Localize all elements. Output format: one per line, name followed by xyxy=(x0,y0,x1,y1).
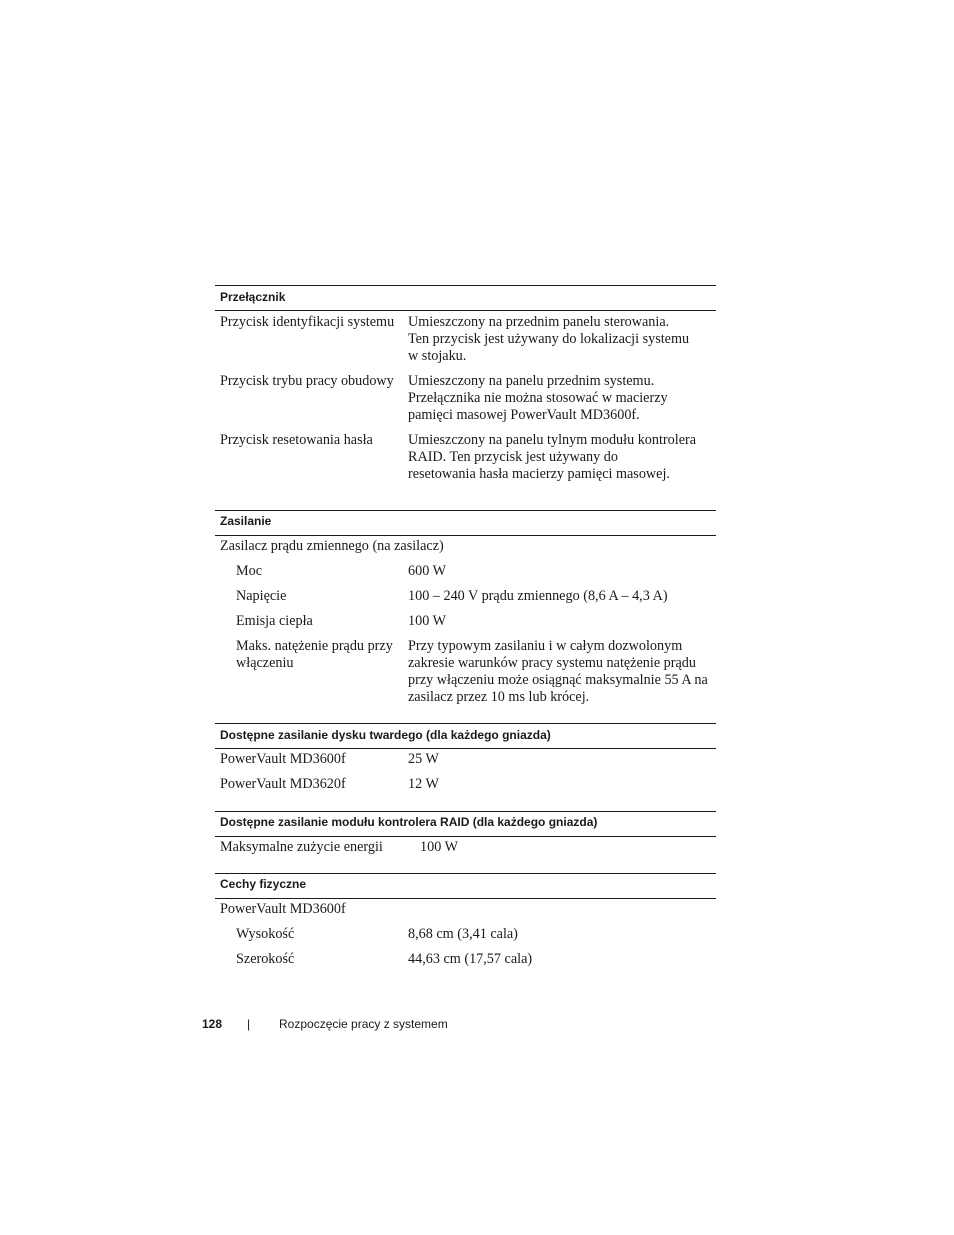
page-number: 128 xyxy=(202,1017,223,1031)
power-subheading: Zasilacz prądu zmiennego (na zasilacz) xyxy=(220,538,444,554)
heading-rule xyxy=(215,535,716,536)
switch-label-mode: Przycisk trybu pracy obudowy xyxy=(220,373,394,389)
section-heading-raid-power: Dostępne zasilanie modułu kontrolera RAID (dla każdego gniazda) xyxy=(220,815,598,829)
switch-label-reset: Przycisk resetowania hasła xyxy=(220,432,373,448)
power-value-inrush: Przy typowym zasilaniu i w całym dozwolonym zakresie warunków pracy systemu natężenie prądu przy włączeniu może osiągnąć maksymalnie 55 A na zasilacz przez 10 ms lub krócej. xyxy=(408,638,708,705)
power-value-watts: 600 W xyxy=(408,563,446,579)
power-label-heat: Emisja ciepła xyxy=(236,613,313,629)
section-top-rule xyxy=(215,723,716,724)
section-heading-switches: Przełącznik xyxy=(220,290,286,304)
physical-label-width: Szerokość xyxy=(236,951,295,967)
power-label-voltage: Napięcie xyxy=(236,588,287,604)
raid-label-max: Maksymalne zużycie energii xyxy=(220,839,383,855)
raid-value-max: 100 W xyxy=(420,839,458,855)
section-heading-hdd-power: Dostępne zasilanie dysku twardego (dla każdego gniazda) xyxy=(220,728,551,742)
power-value-heat: 100 W xyxy=(408,613,446,629)
switch-value-identify: Umieszczony na przednim panelu sterowania. Ten przycisk jest używany do lokalizacji systemu w stojaku. xyxy=(408,314,690,364)
physical-subheading: PowerVault MD3600f xyxy=(220,901,346,917)
table-top-rule xyxy=(215,285,716,286)
heading-rule xyxy=(215,748,716,749)
switch-value-mode: Umieszczony na panelu przednim systemu. Przełącznika nie można stosować w macierzy pamięci masowej PowerVault MD3600f. xyxy=(408,373,668,423)
heading-rule xyxy=(215,310,716,311)
section-top-rule xyxy=(215,510,716,511)
physical-value-width: 44,63 cm (17,57 cala) xyxy=(408,951,533,967)
section-top-rule xyxy=(215,873,716,874)
physical-value-height: 8,68 cm (3,41 cala) xyxy=(408,926,518,942)
hdd-value-md3620f: 12 W xyxy=(408,776,439,792)
switch-value-reset: Umieszczony na panelu tylnym modułu kontrolera RAID. Ten przycisk jest używany do resetowania hasła macierzy pamięci masowej. xyxy=(408,432,697,482)
footer-separator: | xyxy=(247,1017,251,1031)
power-label-watts: Moc xyxy=(236,563,263,579)
hdd-label-md3600f: PowerVault MD3600f xyxy=(220,751,346,767)
hdd-label-md3620f: PowerVault MD3620f xyxy=(220,776,346,792)
heading-rule xyxy=(215,836,716,837)
heading-rule xyxy=(215,898,716,899)
section-top-rule xyxy=(215,811,716,812)
switch-label-identify: Przycisk identyfikacji systemu xyxy=(220,314,395,330)
footer-chapter-title: Rozpoczęcie pracy z systemem xyxy=(279,1017,448,1031)
power-value-voltage: 100 – 240 V prądu zmiennego (8,6 A – 4,3 A) xyxy=(408,588,668,604)
hdd-value-md3600f: 25 W xyxy=(408,751,439,767)
section-heading-power: Zasilanie xyxy=(220,514,272,528)
section-heading-physical: Cechy fizyczne xyxy=(220,877,307,891)
power-label-inrush: Maks. natężenie prądu przy włączeniu xyxy=(236,638,393,671)
physical-label-height: Wysokość xyxy=(236,926,295,942)
